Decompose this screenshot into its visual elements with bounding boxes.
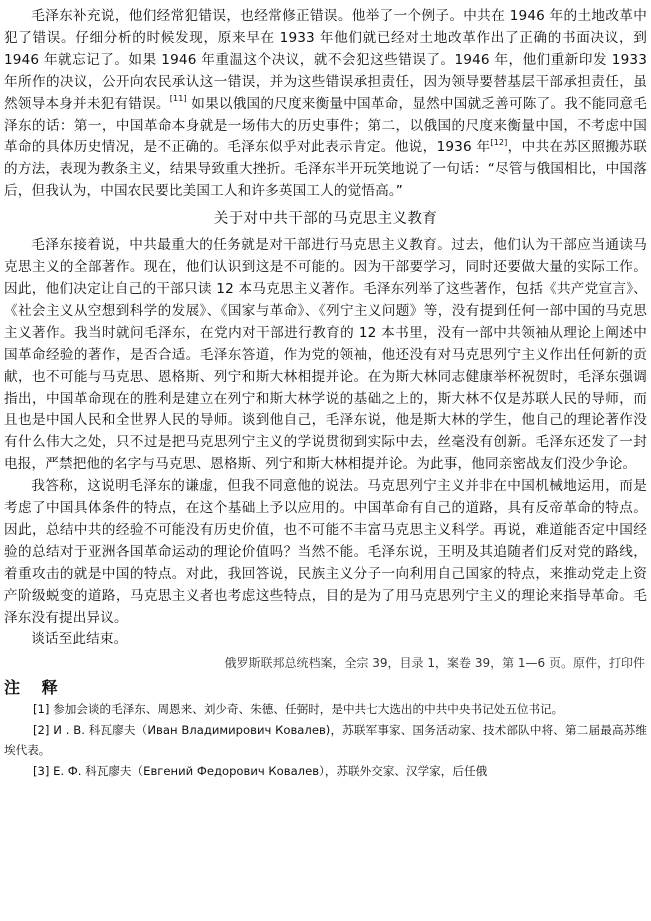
footnote-ref-11[interactable]: [11] [169,94,187,104]
paragraph-part-c: ，中共在苏区照搬苏联的方法，表现为教条主义，结果导致重大挫折。毛泽东半开玩笑地说了一句话：“尽管与俄国相比，中国落后，但我认为，中国农民要比美国工人和许多英国工人的觉悟高。” [4,139,647,200]
paragraph-part-b: 如果以俄国的尺度来衡量中国革命，显然中国就乏善可陈了。我不能同意毛泽东的话：第一，中国革命本身就是一场伟大的历史事件；第二，以俄国的尺度来衡量中国，不考虑中国革命的具体历史情况，是不正确的。毛泽东似乎对此表示肯定。他说，1936 年 [4,95,647,156]
archive-source-citation: 俄罗斯联邦总统档案，全宗 39，目录 1，案卷 39，第 1—6 页。原件，打印件 [224,656,645,671]
note-1: [1] 参加会谈的毛泽东、周恩来、刘少奇、朱德、任弼时，是中共七大选出的中共中央书记处五位书记。 [33,702,564,717]
paragraph-conclusion: 谈话至此结束。 [31,631,128,648]
paragraph-mao-errors [4,6,647,203]
paragraph-marxist-education: 毛泽东接着说，中共最重大的任务就是对干部进行马克思主义教育。过去，他们认为干部应当通读马克思主义的全部著作。现在，他们认识到这是不可能的。因为干部要学习，同时还要做大量的实际工作。因此，他们决定让自己的干部只读 12 本马克思主义著作。毛泽东列举了这些著作，包括《共产党宣言》、《社会主义从空想到科学的发展》、《国家与革命》、《列宁主义问题》等，没有提到任何一部中国的马克思主义著作。我当时就问毛泽东，在党内对干部进行教育的 12 本书里，没有一部中共领袖从理论上阐述中国革命经验的著作，是否合适。毛泽东答道，作为党的领袖，他还没有对马克思列宁主义作出任何新的贡献，也不可能与马克思、恩格斯、列宁和斯大林相提并论。在为斯大林同志健康举杯祝贺时，毛泽东强调指出，中国革命现在的胜利是建立在列宁和斯大林学说的基础之上的，斯大林不仅是苏联人民的导师，而且也是中国人民和全世界人民的导师。谈到他自己，毛泽东说，他是斯大林的学生，他自己的理论著作没有什么伟大之处，只不过是把马克思列宁主义的学说贯彻到实际中去，丝毫没有创新。毛泽东还发了一封电报，严禁把他的名字与马克思、恩格斯、列宁和斯大林相提并论。为此事，他同亲密战友们没少争论。 [4,237,647,473]
footnote-ref-12[interactable]: [12] [490,137,508,147]
paragraph-reply: 我答称，这说明毛泽东的谦虚，但我不同意他的说法。马克思列宁主义并非在中国机械地运用，而是考虑了中国具体条件的特点，在这个基础上予以应用的。中国革命有自己的道路，具有反帝革命的特点。因此，总结中共的经验不可能没有历史价值，也不可能不丰富马克思主义科学。再说，难道能否定中国经验的总结对于亚洲各国革命运动的理论价值吗？当然不能。毛泽东说，王明及其追随者们反对党的路线，着重攻击的就是中国的特点。对此，我回答说，民族主义分子一向利用自己国家的特点，来推动党走上资产阶级蜕变的道路，马克思主义者也考虑这些特点，目的是为了用马克思列宁主义的理论来指导革命。毛泽东没有提出异议。 [4,478,647,626]
paragraph-part-a: 毛泽东补充说，他们经常犯错误，也经常修正错误。他举了一个例子。中共在 1946 年的土地改革中犯了错误。仔细分析的时候发现，原来早在 1933 年他们就已经对土地改革作出了正确的书面决议，到 1946 年就忘记了。如果 1946 年重温这个决议，就不会犯这些错误了。1946 年，他们重新印发 1933 年所作的决议，公开向农民承认这一错误，并为这些错误承担责任，因为领导要替基层干部承担责任，虽然领导本身并未犯有错误。 [4,8,647,112]
section-heading: 关于对中共干部的马克思主义教育 [213,211,438,228]
notes-heading: 注 释 [4,678,66,698]
note-2: [2] И . В. 科瓦廖夫（Иван Владимирович Ковалев)，苏联军事家、国务活动家、技术部队中将、第二届最高苏维埃代表。 [4,722,647,758]
note-3: [3] Е. Ф. 科瓦廖夫（Евгений Федорович Ковалев），苏联外交家、汉学家，后任俄 [33,763,488,778]
